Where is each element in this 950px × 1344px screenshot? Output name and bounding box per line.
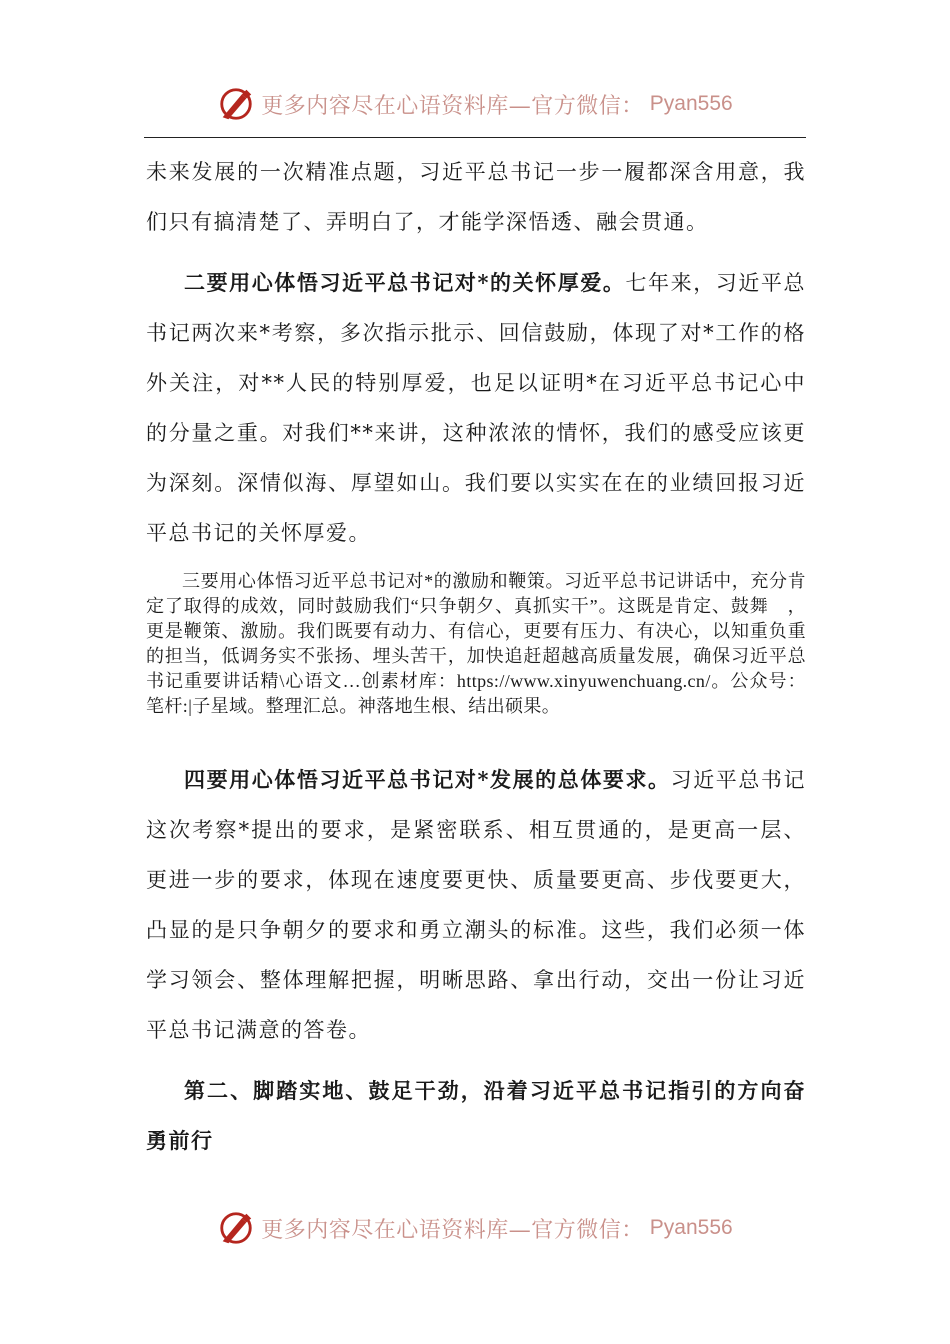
paragraph-four-heading: 四要用心体悟习近平总书记对*发展的总体要求。 — [184, 767, 671, 792]
paragraph-three: 三要用心体悟习近平总书记对*的激励和鞭策。习近平总书记讲话中，充分肯定了取得的成效，同时鼓励我们“只争朝夕、真抓实干”。这既是肯定、鼓舞 ，更是鞭策、激励。我们既要有动力、有信心，更要有压力、有决心，以知重负重的担当，低调务实不张扬、埋头苦干，加快追赶超越高质量发展，确保习近平总书记重要讲话精\心语文…创素材库：https://www.xinyuwenchuang.cn/。公众号：笔杆:|子星域。整理汇总。神落地生根、结出硕果。 — [146, 571, 806, 716]
header-banner-text: 更多内容尽在心语资料库—官方微信： — [261, 93, 644, 119]
section-heading-two: 第二、脚踏实地、鼓足干劲，沿着习近平总书记指引的方向奋勇前行 — [146, 1078, 806, 1153]
footer-wechat-id: Pyan556 — [649, 1216, 733, 1239]
paragraph-four — [146, 755, 806, 1055]
paragraph-two-heading: 二要用心体悟习近平总书记对*的关怀厚爱。 — [184, 270, 626, 295]
header-divider — [144, 137, 806, 138]
footer-banner — [0, 1208, 950, 1248]
pen-nib-logo-icon — [217, 1209, 255, 1247]
paragraph-continuation: 未来发展的一次精准点题，习近平总书记一步一履都深含用意，我们只有搞清楚了、弄明白了，才能学深悟透、融会贯通。 — [146, 160, 806, 234]
header-wechat-id: Pyan556 — [649, 92, 733, 115]
footer-banner-text: 更多内容尽在心语资料库—官方微信： — [261, 1217, 644, 1243]
paragraph-two — [146, 258, 806, 558]
header-banner — [0, 84, 950, 124]
pen-nib-logo-icon — [217, 85, 255, 123]
paragraph-four-text: 习近平总书记这次考察*提出的要求，是紧密联系、相互贯通的，是更高一层、更进一步的要求，体现在速度要更快、质量要更高、步伐要更大，凸显的是只争朝夕的要求和勇立潮头的标准。这些，我们必须一体学习领会、整体理解把握，明晰思路、拿出行动，交出一份让习近平总书记满意的答卷。 — [146, 768, 806, 1042]
paragraph-two-text: 七年来，习近平总书记两次来*考察，多次指示批示、回信鼓励，体现了对*工作的格外关注，对**人民的特别厚爱，也足以证明*在习近平总书记心中的分量之重。对我们**来讲，这种浓浓的情怀，我们的感受应该更为深刻。深情似海、厚望如山。我们要以实实在在的业绩回报习近平总书记的关怀厚爱。 — [146, 271, 807, 545]
